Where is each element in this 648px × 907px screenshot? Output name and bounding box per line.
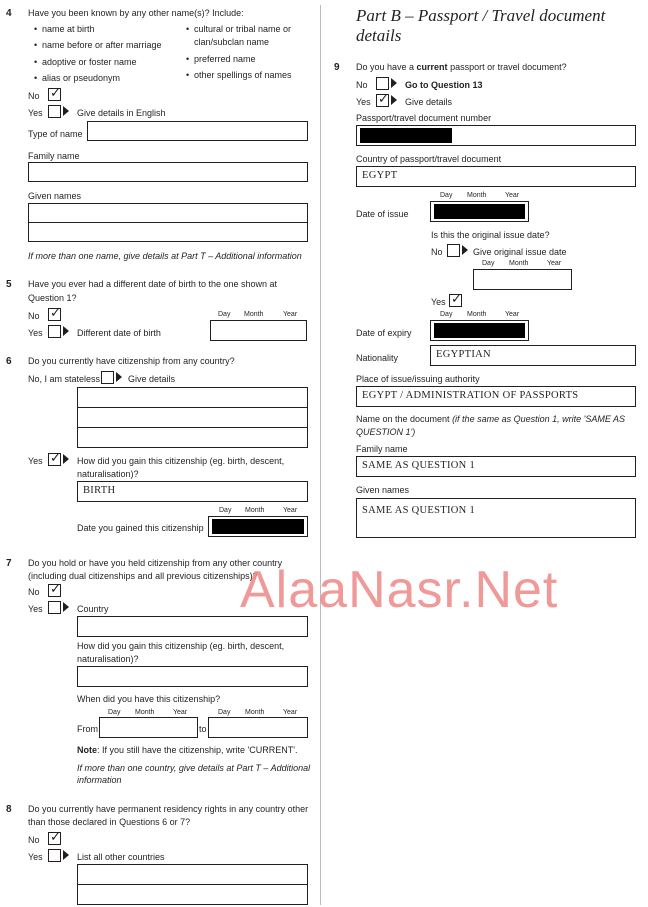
- q9-original-date-input[interactable]: [473, 269, 572, 290]
- arrow-right-icon: [63, 326, 69, 336]
- q5-yes-label: Yes: [28, 328, 43, 338]
- q9-name-doc-ital: (if the same as Question 1, write 'SAME AS: [452, 414, 626, 424]
- q9-yes-checkbox[interactable]: [376, 91, 389, 107]
- q9-name-doc-ital-2: QUESTION 1'): [356, 427, 416, 437]
- q8-no-checkbox[interactable]: [48, 829, 61, 845]
- q6-date-label: Date you gained this citizenship: [77, 523, 204, 533]
- q9-original-yes-label: Yes: [431, 297, 446, 307]
- q9-question-bold: current: [416, 62, 448, 72]
- q7-yes-checkbox[interactable]: [48, 601, 61, 614]
- q6-day: Day: [219, 507, 232, 514]
- q8-yes-label: Yes: [28, 852, 43, 862]
- q9-nationality-label: Nationality: [356, 353, 399, 363]
- arrow-right-icon: [391, 95, 397, 105]
- q9-question-post: passport or travel document?: [447, 62, 567, 72]
- q5-day: Day: [218, 311, 231, 318]
- q9-give-details: Give details: [405, 97, 453, 107]
- redacted-block: [434, 204, 525, 219]
- q7-to-year: Year: [283, 709, 298, 716]
- q9-nationality-value: EGYPTIAN: [436, 349, 491, 360]
- q6-yes-checkbox[interactable]: [48, 450, 61, 466]
- q7-note-text: : If you still have the citizenship, write 'CURRENT'.: [97, 745, 298, 755]
- q7-how-2: naturalisation)?: [77, 654, 139, 664]
- q4-yes-label: Yes: [28, 108, 43, 118]
- check-icon: ✓: [50, 85, 61, 100]
- q4-bullet-7: • other spellings of names: [194, 70, 292, 80]
- q9-question-pre: Do you have a: [356, 62, 417, 72]
- arrow-right-icon: [116, 372, 122, 382]
- q7-from-month: Month: [135, 709, 155, 716]
- q8-yes-checkbox[interactable]: [48, 849, 61, 862]
- q6-give-details: Give details: [128, 374, 176, 384]
- q4-question: Have you been known by any other name(s)? Include:: [28, 8, 244, 18]
- q7-to-label: to: [199, 724, 207, 734]
- q7-when: When did you have this citizenship?: [77, 694, 221, 704]
- part-b-title-2: details: [356, 26, 402, 45]
- check-icon: ✓: [451, 291, 462, 306]
- q4-given-input-1[interactable]: [28, 203, 308, 223]
- check-icon: ✓: [50, 450, 61, 465]
- q4-bullet-1: • name at birth: [42, 24, 95, 34]
- q5-no-checkbox[interactable]: [48, 305, 61, 321]
- q4-given-label: Given names: [28, 191, 82, 201]
- check-icon: ✓: [50, 581, 61, 596]
- q4-family-label: Family name: [28, 151, 80, 161]
- q7-how-1: How did you gain this citizenship (eg. birth, descent,: [77, 641, 285, 651]
- arrow-right-icon: [63, 106, 69, 116]
- q7-footnote-2: information: [77, 775, 122, 785]
- arrow-right-icon: [63, 850, 69, 860]
- q9-question: [356, 62, 567, 72]
- q7-note-bold: Note: [77, 745, 97, 755]
- q7-how-input[interactable]: [77, 666, 308, 687]
- q6-how-value: BIRTH: [83, 485, 116, 496]
- q8-list-input-2[interactable]: [77, 884, 308, 905]
- q9-family-input[interactable]: [356, 456, 636, 477]
- q9-place-input[interactable]: [356, 386, 636, 407]
- q6-yes-label: Yes: [28, 456, 43, 466]
- q4-bullet-3: • adoptive or foster name: [42, 57, 137, 67]
- q9-exp-day: Day: [440, 311, 453, 318]
- q7-from-year: Year: [173, 709, 188, 716]
- q4-bullet-5b: clan/subclan name: [194, 37, 270, 47]
- q7-country-label: Country: [77, 604, 109, 614]
- q6-number: 6: [6, 356, 12, 367]
- q4-bullet-2: • name before or after marriage: [42, 40, 162, 50]
- q4-footnote: If more than one name, give details at Part T – Additional information: [28, 251, 302, 261]
- q5-year: Year: [283, 311, 298, 318]
- q4-no-label: No: [28, 91, 40, 101]
- q6-stateless-checkbox[interactable]: [101, 371, 114, 384]
- q9-given-input[interactable]: [356, 498, 636, 538]
- q9-issue-month: Month: [467, 192, 487, 199]
- q6-how-1: How did you gain this citizenship (eg. birth, descent,: [77, 456, 285, 466]
- q9-number: 9: [334, 62, 340, 73]
- q7-footnote-1: If more than one country, give details at Part T – Additional: [77, 763, 311, 773]
- q6-how-input[interactable]: [77, 481, 308, 502]
- q7-from-day: Day: [108, 709, 121, 716]
- q9-original-question: Is this the original issue date?: [431, 230, 550, 240]
- q9-original-no-label: No: [431, 247, 443, 257]
- q9-place-value: EGYPT / ADMINISTRATION OF PASSPORTS: [362, 390, 579, 401]
- q5-yes-checkbox[interactable]: [48, 325, 61, 338]
- q9-date-expiry-input[interactable]: [430, 320, 529, 341]
- q6-stateless-label: No, I am stateless: [28, 374, 101, 384]
- q4-type-label: Type of name: [28, 129, 83, 139]
- q8-no-label: No: [28, 835, 40, 845]
- q4-yes-checkbox[interactable]: [48, 105, 61, 118]
- q9-orig-month: Month: [509, 260, 529, 267]
- q9-yes-label: Yes: [356, 97, 371, 107]
- q6-date-input[interactable]: [208, 516, 308, 537]
- q9-exp-year: Year: [505, 311, 520, 318]
- q5-month: Month: [244, 311, 264, 318]
- q7-note: [77, 745, 298, 755]
- q9-given-value: SAME AS QUESTION 1: [362, 505, 476, 516]
- check-icon: ✓: [50, 829, 61, 844]
- q5-date-input[interactable]: [210, 320, 307, 341]
- q9-country-label: Country of passport/travel document: [356, 154, 502, 164]
- q9-goto[interactable]: Go to Question 13: [405, 80, 483, 90]
- q8-list-input-1[interactable]: [77, 864, 308, 885]
- q9-given-label: Given names: [356, 485, 410, 495]
- q9-original-no-checkbox[interactable]: [447, 244, 460, 257]
- q6-details-input-2[interactable]: [77, 407, 308, 428]
- q5-yes-note: Different date of birth: [77, 328, 161, 338]
- q9-country-input[interactable]: [356, 166, 636, 187]
- q7-number: 7: [6, 558, 12, 569]
- q9-orig-day: Day: [482, 260, 495, 267]
- q9-place-label: Place of issue/issuing authority: [356, 374, 480, 384]
- q4-number: 4: [6, 8, 12, 19]
- redacted-block: [360, 128, 452, 143]
- q9-country-value: EGYPT: [362, 170, 398, 181]
- arrow-right-icon: [391, 78, 397, 88]
- redacted-block: [434, 323, 525, 338]
- q4-family-input[interactable]: [28, 162, 308, 182]
- arrow-right-icon: [63, 602, 69, 612]
- q8-question-2: than those declared in Questions 6 or 7?: [28, 817, 191, 827]
- watermark: AlaaNasr.Net: [240, 561, 559, 619]
- q9-orig-year: Year: [547, 260, 562, 267]
- q9-no-label: No: [356, 80, 368, 90]
- q8-list-label: List all other countries: [77, 852, 165, 862]
- q7-to-month: Month: [245, 709, 265, 716]
- q6-question: Do you currently have citizenship from any country?: [28, 356, 235, 366]
- q6-month: Month: [245, 507, 265, 514]
- q7-to-input[interactable]: [208, 717, 308, 738]
- arrow-right-icon: [462, 245, 468, 255]
- q9-nationality-input[interactable]: [430, 345, 636, 366]
- arrow-right-icon: [63, 454, 69, 464]
- q8-number: 8: [6, 804, 12, 815]
- q4-type-input[interactable]: [87, 121, 308, 141]
- q9-issue-day: Day: [440, 192, 453, 199]
- q6-details-input-1[interactable]: [77, 387, 308, 408]
- q7-no-label: No: [28, 587, 40, 597]
- q6-how-2: naturalisation)?: [77, 469, 139, 479]
- q6-year: Year: [283, 507, 298, 514]
- q5-number: 5: [6, 279, 12, 290]
- q5-question-2: Question 1?: [28, 293, 77, 303]
- q9-exp-month: Month: [467, 311, 487, 318]
- q9-no-checkbox[interactable]: [376, 77, 389, 90]
- q4-given-input-2[interactable]: [28, 222, 308, 242]
- q4-bullet-6: • preferred name: [194, 54, 256, 64]
- column-divider: [320, 5, 321, 905]
- q4-bullet-5: • cultural or tribal name or: [194, 24, 291, 34]
- q8-question-1: Do you currently have permanent residency rights in any country other: [28, 804, 309, 814]
- q9-date-expiry-label: Date of expiry: [356, 328, 412, 338]
- q4-no-checkbox[interactable]: [48, 85, 61, 101]
- q7-yes-label: Yes: [28, 604, 43, 614]
- q7-question-2: (including dual citizenships and all previous citizenships)?: [28, 571, 258, 581]
- q5-question-1: Have you ever had a different date of birth to the one shown at: [28, 279, 277, 289]
- q9-name-doc-text: Name on the document: [356, 414, 453, 424]
- q9-original-give: Give original issue date: [473, 247, 567, 257]
- redacted-block: [212, 519, 304, 534]
- q7-no-checkbox[interactable]: [48, 581, 61, 597]
- q9-family-value: SAME AS QUESTION 1: [362, 460, 476, 471]
- q7-from-input[interactable]: [99, 717, 198, 738]
- q4-bullet-4: • alias or pseudonym: [42, 73, 120, 83]
- q7-to-day: Day: [218, 709, 231, 716]
- q9-name-doc: [356, 414, 625, 424]
- q7-question-1: Do you hold or have you held citizenship from any other country: [28, 558, 283, 568]
- q6-details-input-3[interactable]: [77, 427, 308, 448]
- q5-no-label: No: [28, 311, 40, 321]
- q9-date-issue-label: Date of issue: [356, 209, 409, 219]
- q9-family-label: Family name: [356, 444, 408, 454]
- q9-original-yes-checkbox[interactable]: [449, 291, 462, 307]
- check-icon: ✓: [378, 91, 389, 106]
- q9-doc-number-input[interactable]: [356, 125, 636, 146]
- q9-doc-number-label: Passport/travel document number: [356, 113, 492, 123]
- q7-from-label: From: [77, 724, 98, 734]
- q4-yes-note: Give details in English: [77, 108, 166, 118]
- q9-date-issue-input[interactable]: [430, 201, 529, 222]
- q9-issue-year: Year: [505, 192, 520, 199]
- part-b-title-1: Part B – Passport / Travel document: [356, 6, 606, 25]
- check-icon: ✓: [50, 305, 61, 320]
